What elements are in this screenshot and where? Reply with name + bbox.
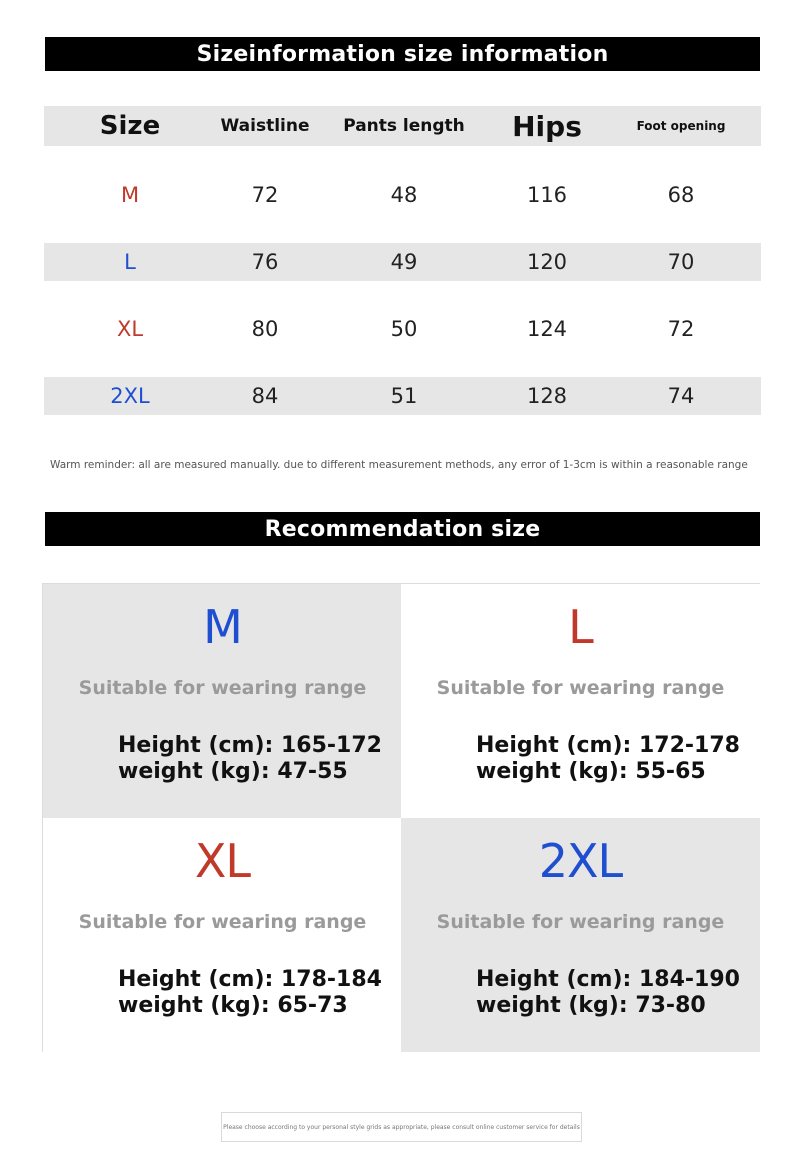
recommendation-card-m [43,584,402,818]
recommendation-measurements [476,967,740,1019]
recommendation-measurements [118,967,382,1019]
row-waistline: 84 [251,384,279,408]
row-size: M [120,183,140,207]
row-waistline: 80 [251,317,279,341]
recommendation-label: Suitable for wearing range [78,911,367,933]
recommendation-measurements [476,733,740,785]
recommendation-label: Suitable for wearing range [436,911,725,933]
row-pants-length: 48 [390,183,418,207]
table-row [44,377,761,415]
recommendation-weight: weight (kg): 47-55 [118,759,348,784]
row-waistline: 76 [251,250,279,274]
recommendation-card-2xl [401,818,760,1052]
recommendation-measurements [118,733,382,785]
measurement-reminder: Warm reminder: all are measured manually. due to different measurement methods, any error of 1-3cm is within a reasonable range [50,459,748,471]
table-row [44,176,761,214]
recommendation-weight: weight (kg): 65-73 [118,993,348,1018]
table-row [44,243,761,281]
recommendation-height: Height (cm): 165-172 [118,733,382,758]
row-foot-opening: 68 [667,183,695,207]
row-hips: 120 [526,250,568,274]
row-pants-length: 49 [390,250,418,274]
size-information-banner: Sizeinformation size information [45,37,760,71]
recommendation-grid [42,583,760,1052]
recommendation-size: 2XL [538,834,623,888]
recommendation-size: L [568,600,593,654]
row-hips: 124 [526,317,568,341]
recommendation-label: Suitable for wearing range [436,677,725,699]
header-pants-length: Pants length [343,116,465,136]
recommendation-label: Suitable for wearing range [78,677,367,699]
recommendation-card-xl [43,818,402,1052]
table-row [44,310,761,348]
header-foot-opening: Foot opening [636,119,726,133]
recommendation-size: M [203,600,242,654]
row-hips: 116 [526,183,568,207]
header-hips: Hips [512,109,582,143]
row-foot-opening: 72 [667,317,695,341]
table-header-row [44,106,761,146]
footer-note: Please choose according to your personal style grids as appropriate, please consult online customer service for details [221,1112,582,1142]
row-foot-opening: 74 [667,384,695,408]
size-table [44,106,761,415]
recommendation-banner: Recommendation size [45,512,760,546]
recommendation-height: Height (cm): 172-178 [476,733,740,758]
recommendation-size: XL [194,834,251,888]
recommendation-height: Height (cm): 184-190 [476,967,740,992]
row-size: XL [116,317,144,341]
row-pants-length: 50 [390,317,418,341]
row-hips: 128 [526,384,568,408]
row-waistline: 72 [251,183,279,207]
recommendation-card-l [401,584,760,818]
row-size: 2XL [110,384,150,408]
header-size: Size [99,111,161,141]
recommendation-weight: weight (kg): 55-65 [476,759,706,784]
row-size: L [124,250,136,274]
row-pants-length: 51 [390,384,418,408]
row-foot-opening: 70 [667,250,695,274]
recommendation-weight: weight (kg): 73-80 [476,993,706,1018]
recommendation-height: Height (cm): 178-184 [118,967,382,992]
header-waistline: Waistline [220,116,310,136]
